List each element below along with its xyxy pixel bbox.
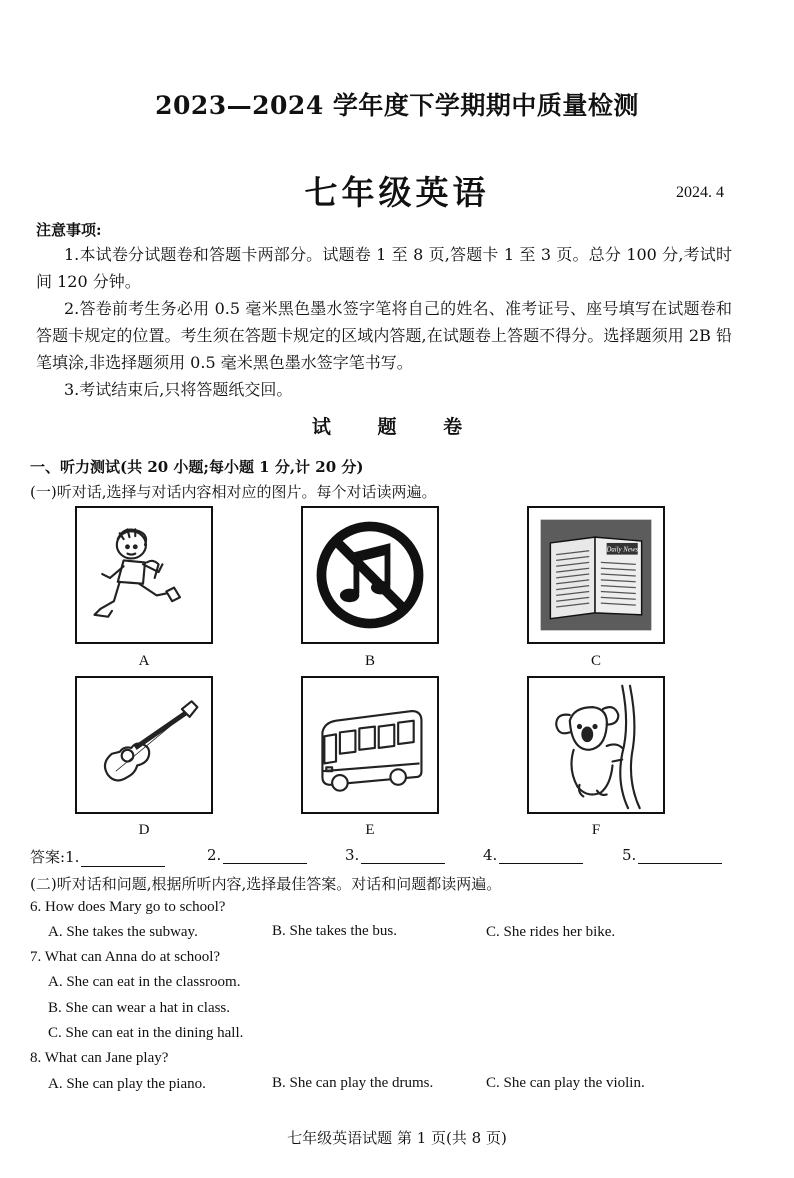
notice-list — [36, 241, 732, 403]
notice-item: 1.本试卷分试题卷和答题卡两部分。试题卷 1 至 8 页,答题卡 1 至 3 页。总分 100 分,考试时间 120 分钟。 — [36, 245, 732, 291]
answer-number: 5. — [622, 846, 637, 864]
exam-title: 2023—2024 学年度下学期期中质量检测 — [155, 91, 639, 120]
option-6b[interactable]: B. She takes the bus. — [272, 923, 397, 939]
answer-line[interactable] — [81, 850, 165, 867]
answer-blank[interactable] — [345, 846, 445, 864]
answer-number: 3. — [345, 846, 360, 864]
picture-label: B — [364, 653, 375, 669]
answer-number: 4. — [483, 846, 498, 864]
answer-blank[interactable] — [622, 846, 722, 864]
picture-label: D — [138, 822, 150, 838]
notice-item: 2.答卷前考生务必用 0.5 毫米黑色墨水签字笔将自己的姓名、准考证号、座号填写在试题卷和答题卡规定的位置。考生须在答题卡规定的区域内答题,在试题卷上答题不得分。选择题须用 2B 铅笔填涂,非选择题须用 0.5 毫米黑色墨水签字笔书写。 — [36, 299, 732, 372]
running-boy-icon — [77, 508, 211, 642]
answer-line[interactable] — [499, 847, 583, 864]
answer-blank[interactable] — [483, 846, 583, 864]
exam-date: 2024. 4 — [676, 184, 724, 201]
question-6: 6. How does Mary go to school? — [30, 899, 226, 915]
question-8: 8. What can Jane play? — [30, 1050, 169, 1066]
option-8b[interactable]: B. She can play the drums. — [272, 1075, 434, 1091]
bus-icon — [303, 678, 437, 812]
answer-blank[interactable] — [207, 846, 307, 864]
subject-title: 七年级英语 — [304, 173, 490, 212]
answers-label: 答案: — [30, 848, 66, 866]
picture-e — [301, 676, 439, 814]
answer-number: 1. — [65, 848, 80, 866]
answer-line[interactable] — [223, 847, 307, 864]
answer-row — [30, 846, 730, 870]
newspaper-icon — [529, 508, 663, 642]
option-7a[interactable]: A. She can eat in the classroom. — [48, 974, 241, 990]
picture-a — [75, 506, 213, 644]
part1-heading: 一、听力测试(共 20 小题;每小题 1 分,计 20 分) — [30, 458, 364, 476]
question-7: 7. What can Anna do at school? — [30, 949, 221, 965]
option-8c[interactable]: C. She can play the violin. — [486, 1075, 645, 1091]
notice-heading: 注意事项: — [36, 221, 102, 239]
answer-line[interactable] — [638, 847, 722, 864]
section-title: 试 题 卷 — [311, 416, 483, 438]
svg-text:Daily News: Daily News — [606, 546, 638, 554]
picture-b — [301, 506, 439, 644]
guitar-icon — [77, 678, 211, 812]
option-8a[interactable]: A. She can play the piano. — [48, 1076, 206, 1092]
koala-icon — [529, 678, 663, 812]
answer-blank[interactable] — [30, 846, 165, 867]
answer-line[interactable] — [361, 847, 445, 864]
picture-label: F — [591, 822, 601, 838]
option-7c[interactable]: C. She can eat in the dining hall. — [48, 1025, 244, 1041]
part2-instruction: (二)听对话和问题,根据所听内容,选择最佳答案。对话和问题都读两遍。 — [30, 875, 502, 893]
answer-number: 2. — [207, 846, 222, 864]
no-music-icon — [303, 508, 437, 642]
picture-label: E — [365, 822, 375, 838]
picture-label: C — [590, 653, 601, 669]
page-footer: 七年级英语试题 第 1 页(共 8 页) — [287, 1129, 507, 1147]
picture-c — [527, 506, 665, 644]
part1-instruction: (一)听对话,选择与对话内容相对应的图片。每个对话读两遍。 — [30, 483, 437, 501]
picture-d — [75, 676, 213, 814]
option-6c[interactable]: C. She rides her bike. — [486, 924, 616, 940]
option-7b[interactable]: B. She can wear a hat in class. — [48, 1000, 231, 1016]
picture-f — [527, 676, 665, 814]
notice-item: 3.考试结束后,只将答题纸交回。 — [64, 380, 293, 399]
option-6a[interactable]: A. She takes the subway. — [48, 924, 198, 940]
picture-label: A — [138, 653, 150, 669]
